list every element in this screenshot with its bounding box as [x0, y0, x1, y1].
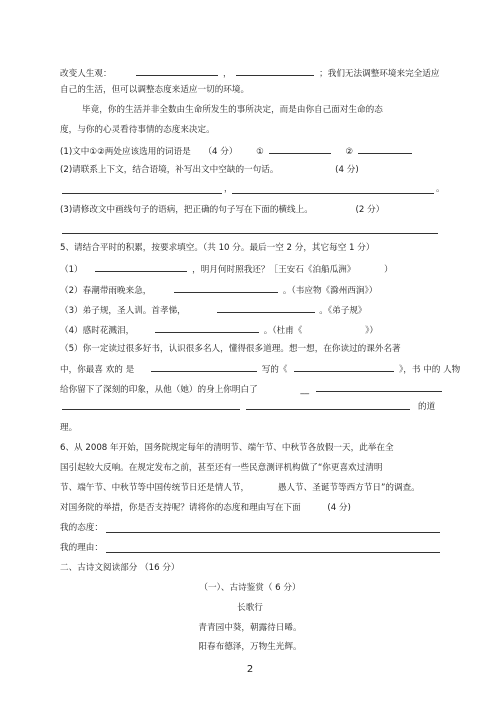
fill-blank-1[interactable]	[136, 66, 218, 76]
fill-blank-2[interactable]	[236, 66, 314, 76]
fill-item-2	[60, 283, 377, 297]
passage-text: 改变人生观：	[60, 69, 112, 79]
item-text: （4）感时花溅泪，	[60, 326, 135, 336]
attitude-answer-line[interactable]	[106, 532, 440, 533]
item-text: 。（韦应物《滁州西涧》）	[282, 286, 378, 296]
comma-mark: ，	[224, 184, 233, 194]
fill-item-5-cont2	[60, 382, 444, 396]
score-label: (4 分)	[327, 503, 351, 513]
section-6-line-2: 国引起较大反响。在规定发布之前，甚至还有一些民意测评机构做了“你更喜欢过清明	[60, 463, 383, 473]
question-text: (2)请联系上下文，结合语境，补写出文中空缺的一句话。	[60, 165, 279, 175]
item-text: 愚人节、圣诞节等西方节日”的调查。	[277, 483, 420, 493]
answer-blank-book[interactable]	[294, 362, 394, 372]
item-text: __	[300, 385, 309, 395]
score-label: (4 分)	[335, 165, 359, 175]
fill-item-5-cont	[60, 362, 460, 376]
question-text: (3)请修改文中画线句子的语病，把正确的句子写在下面的横线上。	[60, 205, 313, 215]
answer-line-2a[interactable]	[62, 193, 222, 194]
item-text: （3）弟子规，圣人训。首孝悌，	[60, 306, 186, 316]
fill-item-4	[60, 323, 378, 337]
answer-line-2b[interactable]	[232, 193, 434, 194]
answer-line-5a[interactable]	[62, 409, 240, 410]
passage-line-4: 度，与你的心灵看待事情的态度来决定。	[60, 125, 215, 135]
item-text: ）	[384, 265, 393, 275]
item-number: （1）	[60, 265, 83, 275]
item-text: 给你留下了深刻的印象，从他（她）的身上你明白了	[60, 385, 258, 395]
passage-text: ，	[223, 69, 232, 79]
section-6-line-1: 6、从 2008 年开始，国务院规定每年的清明节、端午节、中秋节各放假一天，此举在全	[60, 443, 394, 453]
item-text: 。（杜甫《	[263, 326, 303, 336]
reason-answer-line[interactable]	[106, 552, 440, 553]
my-reason-label: 我的理由：	[60, 543, 103, 553]
answer-blank[interactable]	[217, 303, 315, 313]
answer-blank-1[interactable]	[269, 144, 331, 154]
section-2-heading: 二、古诗文阅读部分 （16 分）	[60, 563, 180, 573]
item-text: 对国务院的举措，你是否支持呢？请将你的态度和理由写在下面	[60, 503, 301, 513]
item-text: 》）	[365, 326, 378, 336]
question-2	[60, 164, 359, 176]
answer-line-3[interactable]	[62, 233, 438, 234]
period-mark: 。	[436, 184, 445, 194]
answer-line-5b[interactable]	[246, 409, 410, 410]
item-text: 写的《	[261, 365, 288, 375]
answer-blank-2[interactable]	[358, 144, 412, 154]
question-1	[60, 144, 414, 158]
question-3	[60, 204, 384, 216]
item-text: 理。	[60, 423, 78, 433]
item-text: 中，你最喜 欢的 是	[60, 365, 135, 375]
answer-blank[interactable]	[174, 283, 278, 293]
choice-marker-1: ①	[256, 147, 264, 157]
fill-item-5: （5）你一定读过很多好书，认识很多名人，懂得很多道理。想一想，在你读过的课外名著	[60, 344, 401, 354]
fill-item-3	[60, 303, 367, 317]
passage-line-2: 自己的生活，但可以调整态度来适应一切的环境。	[60, 85, 250, 95]
question-text: (1)文中①②两处应该选用的词语是	[60, 147, 191, 157]
my-attitude-label: 我的态度：	[60, 523, 103, 533]
item-text: （2）春潮带雨晚来急，	[60, 286, 152, 296]
page-number: 2	[246, 664, 254, 675]
score-label: (2 分）	[355, 205, 385, 215]
answer-blank-author[interactable]	[151, 362, 257, 372]
passage-line-1	[60, 66, 439, 80]
poem-section-heading: （一）、古诗鉴赏（ 6 分）	[199, 583, 301, 593]
section-6-line-4	[60, 502, 351, 514]
choice-marker-2: ②	[345, 147, 354, 157]
score-label: （4 分）	[203, 147, 238, 157]
answer-blank[interactable]	[316, 382, 442, 392]
poem-line-1: 青青园中葵，朝露待日晞。	[198, 623, 302, 633]
passage-line-3: 毕竟，你的生活并非全数由生命所发生的事所决定，而是由你自己面对生命的态	[82, 105, 383, 115]
poem-line-2: 阳春布德泽，万物生光辉。	[198, 642, 302, 652]
section-5-heading: 5、请结合平时的积累，按要求填空。（共 10 分。最后一空 2 分，其它每空 1 分）	[60, 243, 375, 253]
fill-item-1	[60, 262, 393, 276]
answer-blank[interactable]	[95, 262, 187, 272]
answer-blank[interactable]	[155, 323, 259, 333]
section-6-line-3	[60, 482, 420, 494]
item-text: 节、端午节、中秋节等中国传统节日还是情人节，	[60, 483, 250, 493]
item-text: ，明月何时照我还？［王安石《泊船瓜洲》	[192, 265, 356, 275]
poem-title: 长歌行	[237, 603, 263, 613]
item-text: 》，书 中的 人物	[398, 365, 461, 375]
item-text: 的道	[418, 402, 436, 412]
passage-text: ；我们无法调整环境来完全适应	[319, 69, 440, 79]
item-text: 。《弟子规》	[319, 306, 367, 316]
